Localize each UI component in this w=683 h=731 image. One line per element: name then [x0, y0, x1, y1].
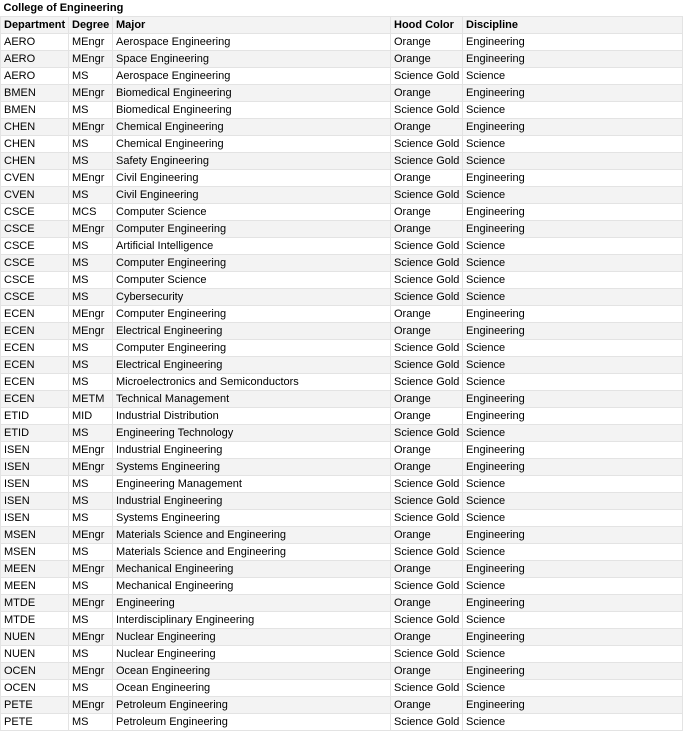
department-cell: MTDE — [1, 612, 69, 629]
discipline-cell: Engineering — [463, 595, 683, 612]
major-cell: Systems Engineering — [113, 510, 391, 527]
discipline-cell: Engineering — [463, 408, 683, 425]
table-row — [1, 714, 683, 731]
department-cell: BMEN — [1, 85, 69, 102]
department-cell: CVEN — [1, 187, 69, 204]
discipline-cell: Science — [463, 340, 683, 357]
major-cell: Industrial Engineering — [113, 442, 391, 459]
hood-color-cell: Orange — [391, 51, 463, 68]
discipline-cell: Engineering — [463, 306, 683, 323]
major-cell: Mechanical Engineering — [113, 561, 391, 578]
department-cell: CSCE — [1, 238, 69, 255]
table-row — [1, 442, 683, 459]
major-cell: Industrial Engineering — [113, 493, 391, 510]
department-cell: CSCE — [1, 204, 69, 221]
hood-color-cell: Science Gold — [391, 255, 463, 272]
degree-cell: MEngr — [69, 85, 113, 102]
table-row — [1, 238, 683, 255]
table-row — [1, 595, 683, 612]
department-cell: CSCE — [1, 221, 69, 238]
hood-color-cell: Orange — [391, 561, 463, 578]
department-cell: ISEN — [1, 459, 69, 476]
discipline-cell: Engineering — [463, 170, 683, 187]
hood-color-cell: Orange — [391, 629, 463, 646]
hood-color-cell: Orange — [391, 204, 463, 221]
table-row — [1, 221, 683, 238]
table-row — [1, 425, 683, 442]
hood-color-cell: Orange — [391, 442, 463, 459]
discipline-cell: Science — [463, 357, 683, 374]
major-cell: Microelectronics and Semiconductors — [113, 374, 391, 391]
department-cell: ETID — [1, 425, 69, 442]
table-row — [1, 119, 683, 136]
discipline-cell: Science — [463, 544, 683, 561]
discipline-cell: Science — [463, 238, 683, 255]
discipline-cell: Engineering — [463, 459, 683, 476]
degree-cell: MEngr — [69, 527, 113, 544]
department-cell: ECEN — [1, 306, 69, 323]
department-cell: CSCE — [1, 289, 69, 306]
discipline-cell: Science — [463, 272, 683, 289]
degree-cell: MS — [69, 238, 113, 255]
column-header-hood-color: Hood Color — [391, 17, 463, 34]
major-cell: Artificial Intelligence — [113, 238, 391, 255]
major-cell: Civil Engineering — [113, 170, 391, 187]
header-row — [1, 17, 683, 34]
department-cell: MEEN — [1, 561, 69, 578]
degree-cell: MCS — [69, 204, 113, 221]
major-cell: Materials Science and Engineering — [113, 544, 391, 561]
department-cell: CHEN — [1, 136, 69, 153]
major-cell: Industrial Distribution — [113, 408, 391, 425]
hood-color-cell: Orange — [391, 170, 463, 187]
table-row — [1, 102, 683, 119]
discipline-cell: Engineering — [463, 85, 683, 102]
major-cell: Technical Management — [113, 391, 391, 408]
major-cell: Computer Engineering — [113, 255, 391, 272]
degree-cell: MID — [69, 408, 113, 425]
department-cell: ECEN — [1, 391, 69, 408]
column-header-department: Department — [1, 17, 69, 34]
hood-color-cell: Science Gold — [391, 187, 463, 204]
hood-color-cell: Orange — [391, 221, 463, 238]
major-cell: Electrical Engineering — [113, 357, 391, 374]
hood-color-cell: Science Gold — [391, 153, 463, 170]
department-cell: AERO — [1, 68, 69, 85]
department-cell: ECEN — [1, 374, 69, 391]
major-cell: Computer Engineering — [113, 340, 391, 357]
column-header-major: Major — [113, 17, 391, 34]
table-row — [1, 391, 683, 408]
department-cell: ISEN — [1, 442, 69, 459]
department-cell: BMEN — [1, 102, 69, 119]
department-cell: ECEN — [1, 340, 69, 357]
degree-cell: MS — [69, 255, 113, 272]
table-row — [1, 578, 683, 595]
table-body — [1, 34, 683, 731]
major-cell: Civil Engineering — [113, 187, 391, 204]
major-cell: Aerospace Engineering — [113, 68, 391, 85]
table-row — [1, 510, 683, 527]
table-row — [1, 85, 683, 102]
major-cell: Nuclear Engineering — [113, 646, 391, 663]
discipline-cell: Science — [463, 255, 683, 272]
hood-color-cell: Orange — [391, 323, 463, 340]
table-row — [1, 374, 683, 391]
major-cell: Computer Engineering — [113, 306, 391, 323]
department-cell: MTDE — [1, 595, 69, 612]
department-cell: NUEN — [1, 629, 69, 646]
discipline-cell: Science — [463, 289, 683, 306]
degree-cell: MEngr — [69, 221, 113, 238]
table-row — [1, 459, 683, 476]
hood-color-cell: Orange — [391, 663, 463, 680]
discipline-cell: Science — [463, 493, 683, 510]
department-cell: ETID — [1, 408, 69, 425]
major-cell: Engineering — [113, 595, 391, 612]
major-cell: Petroleum Engineering — [113, 714, 391, 731]
discipline-cell: Science — [463, 680, 683, 697]
table-row — [1, 187, 683, 204]
title-row — [1, 0, 683, 17]
table-row — [1, 204, 683, 221]
degree-cell: MEngr — [69, 459, 113, 476]
major-cell: Safety Engineering — [113, 153, 391, 170]
department-cell: CSCE — [1, 272, 69, 289]
major-cell: Computer Engineering — [113, 221, 391, 238]
degree-cell: MEngr — [69, 323, 113, 340]
department-cell: ECEN — [1, 357, 69, 374]
hood-color-cell: Orange — [391, 34, 463, 51]
degree-cell: MEngr — [69, 442, 113, 459]
hood-color-cell: Science Gold — [391, 544, 463, 561]
degree-cell: MEngr — [69, 663, 113, 680]
discipline-cell: Science — [463, 476, 683, 493]
table-row — [1, 493, 683, 510]
discipline-cell: Science — [463, 612, 683, 629]
major-cell: Electrical Engineering — [113, 323, 391, 340]
hood-color-cell: Science Gold — [391, 357, 463, 374]
major-cell: Chemical Engineering — [113, 136, 391, 153]
table-row — [1, 476, 683, 493]
table-row — [1, 697, 683, 714]
degree-cell: MS — [69, 136, 113, 153]
hood-color-cell: Science Gold — [391, 374, 463, 391]
discipline-cell: Science — [463, 187, 683, 204]
hood-color-cell: Science Gold — [391, 289, 463, 306]
major-cell: Petroleum Engineering — [113, 697, 391, 714]
table-row — [1, 323, 683, 340]
major-cell: Computer Science — [113, 204, 391, 221]
hood-color-cell: Orange — [391, 527, 463, 544]
table-row — [1, 408, 683, 425]
degree-cell: MS — [69, 612, 113, 629]
discipline-cell: Science — [463, 510, 683, 527]
degree-cell: MEngr — [69, 34, 113, 51]
department-cell: ISEN — [1, 510, 69, 527]
hood-color-cell: Science Gold — [391, 510, 463, 527]
hood-color-cell: Science Gold — [391, 340, 463, 357]
degree-cell: MS — [69, 425, 113, 442]
table-row — [1, 34, 683, 51]
degree-cell: MEngr — [69, 561, 113, 578]
degree-cell: MS — [69, 340, 113, 357]
hood-color-cell: Science Gold — [391, 493, 463, 510]
major-cell: Ocean Engineering — [113, 663, 391, 680]
discipline-cell: Science — [463, 136, 683, 153]
major-cell: Chemical Engineering — [113, 119, 391, 136]
degree-cell: MS — [69, 646, 113, 663]
table-row — [1, 629, 683, 646]
degree-cell: MEngr — [69, 170, 113, 187]
degree-cell: MS — [69, 578, 113, 595]
discipline-cell: Engineering — [463, 34, 683, 51]
major-cell: Mechanical Engineering — [113, 578, 391, 595]
degree-cell: MEngr — [69, 629, 113, 646]
discipline-cell: Engineering — [463, 697, 683, 714]
major-cell: Engineering Technology — [113, 425, 391, 442]
department-cell: CHEN — [1, 153, 69, 170]
hood-color-cell: Orange — [391, 119, 463, 136]
department-cell: CVEN — [1, 170, 69, 187]
degree-cell: MS — [69, 476, 113, 493]
degree-cell: MS — [69, 153, 113, 170]
department-cell: NUEN — [1, 646, 69, 663]
hood-color-cell: Orange — [391, 408, 463, 425]
table-row — [1, 357, 683, 374]
table-row — [1, 68, 683, 85]
degree-cell: MS — [69, 714, 113, 731]
department-cell: AERO — [1, 34, 69, 51]
department-cell: OCEN — [1, 680, 69, 697]
discipline-cell: Engineering — [463, 663, 683, 680]
hood-color-cell: Orange — [391, 459, 463, 476]
table-row — [1, 663, 683, 680]
hood-color-cell: Science Gold — [391, 102, 463, 119]
department-cell: MSEN — [1, 527, 69, 544]
department-cell: CSCE — [1, 255, 69, 272]
table-title: College of Engineering — [1, 0, 683, 17]
major-cell: Biomedical Engineering — [113, 102, 391, 119]
discipline-cell: Engineering — [463, 204, 683, 221]
hood-color-cell: Orange — [391, 85, 463, 102]
degree-cell: MEngr — [69, 51, 113, 68]
table-row — [1, 272, 683, 289]
degree-cell: MS — [69, 187, 113, 204]
major-cell: Ocean Engineering — [113, 680, 391, 697]
degree-cell: MS — [69, 493, 113, 510]
discipline-cell: Engineering — [463, 119, 683, 136]
table-row — [1, 153, 683, 170]
degree-cell: MEngr — [69, 697, 113, 714]
degree-cell: MS — [69, 374, 113, 391]
discipline-cell: Science — [463, 68, 683, 85]
degree-cell: MS — [69, 272, 113, 289]
degree-cell: METM — [69, 391, 113, 408]
table-row — [1, 255, 683, 272]
table-row — [1, 527, 683, 544]
department-cell: MEEN — [1, 578, 69, 595]
department-cell: PETE — [1, 697, 69, 714]
major-cell: Systems Engineering — [113, 459, 391, 476]
degree-cell: MEngr — [69, 306, 113, 323]
department-cell: OCEN — [1, 663, 69, 680]
department-cell: PETE — [1, 714, 69, 731]
department-cell: AERO — [1, 51, 69, 68]
major-cell: Cybersecurity — [113, 289, 391, 306]
discipline-cell: Science — [463, 714, 683, 731]
major-cell: Computer Science — [113, 272, 391, 289]
discipline-cell: Engineering — [463, 442, 683, 459]
table-row — [1, 170, 683, 187]
degree-cell: MEngr — [69, 595, 113, 612]
hood-color-cell: Science Gold — [391, 714, 463, 731]
degree-cell: MS — [69, 544, 113, 561]
discipline-cell: Science — [463, 646, 683, 663]
hood-color-cell: Science Gold — [391, 476, 463, 493]
major-cell: Biomedical Engineering — [113, 85, 391, 102]
table-row — [1, 136, 683, 153]
table-row — [1, 612, 683, 629]
degree-cell: MS — [69, 357, 113, 374]
department-cell: ECEN — [1, 323, 69, 340]
hood-color-cell: Orange — [391, 306, 463, 323]
degree-cell: MS — [69, 102, 113, 119]
department-cell: ISEN — [1, 493, 69, 510]
table-row — [1, 544, 683, 561]
table-row — [1, 51, 683, 68]
hood-color-cell: Orange — [391, 391, 463, 408]
major-cell: Nuclear Engineering — [113, 629, 391, 646]
discipline-cell: Engineering — [463, 561, 683, 578]
table-row — [1, 340, 683, 357]
discipline-cell: Engineering — [463, 51, 683, 68]
department-cell: ISEN — [1, 476, 69, 493]
discipline-cell: Science — [463, 153, 683, 170]
table-row — [1, 680, 683, 697]
major-cell: Materials Science and Engineering — [113, 527, 391, 544]
hood-color-cell: Science Gold — [391, 646, 463, 663]
hood-color-cell: Science Gold — [391, 136, 463, 153]
table-row — [1, 306, 683, 323]
discipline-cell: Engineering — [463, 629, 683, 646]
table-row — [1, 289, 683, 306]
major-cell: Aerospace Engineering — [113, 34, 391, 51]
degree-cell: MS — [69, 680, 113, 697]
degree-cell: MS — [69, 510, 113, 527]
hood-color-cell: Science Gold — [391, 680, 463, 697]
degree-cell: MS — [69, 289, 113, 306]
column-header-discipline: Discipline — [463, 17, 683, 34]
major-cell: Space Engineering — [113, 51, 391, 68]
discipline-cell: Engineering — [463, 527, 683, 544]
hood-color-cell: Orange — [391, 697, 463, 714]
discipline-cell: Science — [463, 425, 683, 442]
table-row — [1, 646, 683, 663]
major-cell: Interdisciplinary Engineering — [113, 612, 391, 629]
table-row — [1, 561, 683, 578]
hood-color-cell: Science Gold — [391, 612, 463, 629]
department-cell: MSEN — [1, 544, 69, 561]
degree-cell: MEngr — [69, 119, 113, 136]
hood-color-cell: Science Gold — [391, 272, 463, 289]
hood-color-cell: Science Gold — [391, 238, 463, 255]
discipline-cell: Science — [463, 374, 683, 391]
major-cell: Engineering Management — [113, 476, 391, 493]
column-header-degree: Degree — [69, 17, 113, 34]
hood-color-cell: Science Gold — [391, 68, 463, 85]
discipline-cell: Science — [463, 102, 683, 119]
discipline-cell: Science — [463, 578, 683, 595]
discipline-cell: Engineering — [463, 221, 683, 238]
department-cell: CHEN — [1, 119, 69, 136]
hood-color-cell: Orange — [391, 595, 463, 612]
discipline-cell: Engineering — [463, 391, 683, 408]
hood-color-cell: Science Gold — [391, 578, 463, 595]
discipline-cell: Engineering — [463, 323, 683, 340]
degree-cell: MS — [69, 68, 113, 85]
hood-color-cell: Science Gold — [391, 425, 463, 442]
